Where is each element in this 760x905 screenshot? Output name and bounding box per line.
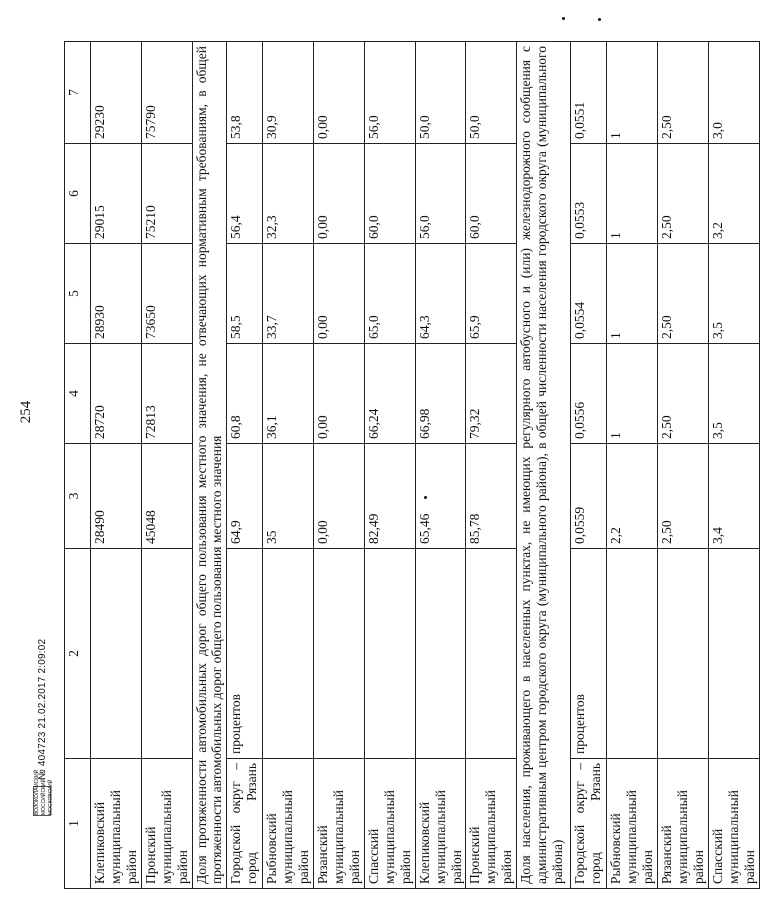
row-value: 56,4 <box>227 144 263 244</box>
row-value: 0,00 <box>314 42 365 144</box>
row-value: 0,0554 <box>571 244 607 344</box>
row-value: 50,0 <box>466 42 517 144</box>
row-value: 3,5 <box>708 344 759 444</box>
row-value: 0,00 <box>314 144 365 244</box>
row-value: 64,3 <box>415 244 466 344</box>
table-row <box>571 42 607 889</box>
row-unit: процентов <box>571 549 607 759</box>
row-value: 35 <box>263 444 314 549</box>
row-value: 65,9 <box>466 244 517 344</box>
row-value: 73650 <box>141 244 192 344</box>
row-value: 29230 <box>91 42 142 144</box>
row-value: 32,3 <box>263 144 314 244</box>
header-col-6: 6 <box>65 144 91 244</box>
header-col-3: 3 <box>65 444 91 549</box>
page-number: 254 <box>18 400 34 424</box>
row-unit <box>708 549 759 759</box>
section-title: Доля протяженности автомобильных дорог общего пользования местного значения, не отвечающих нормативным требованиям, в общей протяженности автомобильных дорог общего пользования местного значения <box>192 42 227 889</box>
row-value: 2,50 <box>657 244 708 344</box>
row-value: 3,2 <box>708 144 759 244</box>
row-name: Спасский муниципальный район <box>364 759 415 889</box>
row-value: 1 <box>607 144 658 244</box>
row-value: 50,0 <box>415 42 466 144</box>
row-value: 75790 <box>141 42 192 144</box>
row-value: 30,9 <box>263 42 314 144</box>
row-value: 1 <box>607 42 658 144</box>
table-row <box>227 42 263 889</box>
row-value: 72813 <box>141 344 192 444</box>
edge-dot <box>598 18 601 21</box>
row-value: 3,0 <box>708 42 759 144</box>
row-value: 66,24 <box>364 344 415 444</box>
row-unit <box>466 549 517 759</box>
row-unit <box>415 549 466 759</box>
row-name: Рязанский муниципальный район <box>657 759 708 889</box>
table-row <box>364 42 415 889</box>
row-name: Городской округ – город Рязань <box>571 759 607 889</box>
indicator-table <box>64 41 760 889</box>
row-value: 0,0551 <box>571 42 607 144</box>
row-value: 0,00 <box>314 344 365 444</box>
header-col-2: 2 <box>65 549 91 759</box>
registration-stamp: № 404723 21.02.2017 2:09:02 <box>36 638 48 780</box>
row-name: Рыбновский муниципальный район <box>263 759 314 889</box>
edge-dot <box>562 17 565 20</box>
row-value: 82,49 <box>364 444 415 549</box>
row-name: Пронский муниципальный район <box>466 759 517 889</box>
row-value: 56,0 <box>415 144 466 244</box>
row-value: 29015 <box>91 144 142 244</box>
row-name: Клепиковский муниципальный район <box>415 759 466 889</box>
row-name: Городской округ – город Рязань <box>227 759 263 889</box>
table-row <box>466 42 517 889</box>
row-name: Пронский муниципальный район <box>141 759 192 889</box>
row-value: 66,98 <box>415 344 466 444</box>
row-value: 60,0 <box>466 144 517 244</box>
table-row <box>657 42 708 889</box>
row-value: 28490 <box>91 444 142 549</box>
row-value: 65,46 <box>415 444 466 549</box>
row-value: 65,0 <box>364 244 415 344</box>
row-value: 28930 <box>91 244 142 344</box>
row-value: 0,0553 <box>571 144 607 244</box>
section-heading-row <box>192 42 227 889</box>
row-value: 1 <box>607 344 658 444</box>
row-name: Клепиковский муниципальный район <box>91 759 142 889</box>
row-name: Рязанский муниципальный район <box>314 759 365 889</box>
row-value: 0,00 <box>314 244 365 344</box>
row-value: 28720 <box>91 344 142 444</box>
table-row <box>91 42 142 889</box>
row-value: 60,0 <box>364 144 415 244</box>
header-col-1: 1 <box>65 759 91 889</box>
row-value: 2,2 <box>607 444 658 549</box>
rotated-page-body <box>64 42 757 889</box>
table-row <box>607 42 658 889</box>
row-value: 0,0556 <box>571 344 607 444</box>
row-unit <box>364 549 415 759</box>
row-unit <box>607 549 658 759</box>
row-unit <box>657 549 708 759</box>
footer-content <box>12 556 72 816</box>
row-value: 64,9 <box>227 444 263 549</box>
header-col-4: 4 <box>65 344 91 444</box>
row-value: 2,50 <box>657 144 708 244</box>
section-heading-row <box>517 42 571 889</box>
row-value: 75210 <box>141 144 192 244</box>
table-row <box>314 42 365 889</box>
row-name: Рыбновский муниципальный район <box>607 759 658 889</box>
table-row <box>708 42 759 889</box>
section-title: Доля населения, проживающего в населенных пунктах, не имеющих регулярного автобусного и (или) железнодорожного сообщения с административным центром городского округа (муниципального района), в общей численности населения городского округа (муниципального района) <box>517 42 571 889</box>
row-value: 36,1 <box>263 344 314 444</box>
row-value: 1 <box>607 244 658 344</box>
table-row <box>141 42 192 889</box>
table-row <box>263 42 314 889</box>
edge-marks <box>558 14 628 24</box>
table-row <box>415 42 466 889</box>
row-value: 56,0 <box>364 42 415 144</box>
row-value: 3,5 <box>708 244 759 344</box>
header-col-5: 5 <box>65 244 91 344</box>
row-value: 60,8 <box>227 344 263 444</box>
registration-logo: ВОЛОКОЛАМСКИЙ МОССИЙСКИЙ МОСКОВСКИЙ <box>34 769 54 815</box>
row-unit <box>314 549 365 759</box>
table-body <box>65 42 760 889</box>
row-value: 2,50 <box>657 444 708 549</box>
row-value: 2,50 <box>657 42 708 144</box>
row-value: 58,5 <box>227 244 263 344</box>
row-value: 53,8 <box>227 42 263 144</box>
row-value: 0,00 <box>314 444 365 549</box>
row-value: 85,78 <box>466 444 517 549</box>
row-value: 45048 <box>141 444 192 549</box>
row-value: 2,50 <box>657 344 708 444</box>
speck-dot <box>424 496 427 499</box>
row-value: 79,32 <box>466 344 517 444</box>
row-name: Спасский муниципальный район <box>708 759 759 889</box>
row-value: 33,7 <box>263 244 314 344</box>
row-value: 0,0559 <box>571 444 607 549</box>
header-col-7: 7 <box>65 42 91 144</box>
row-value: 3,4 <box>708 444 759 549</box>
row-unit: процентов <box>227 549 263 759</box>
